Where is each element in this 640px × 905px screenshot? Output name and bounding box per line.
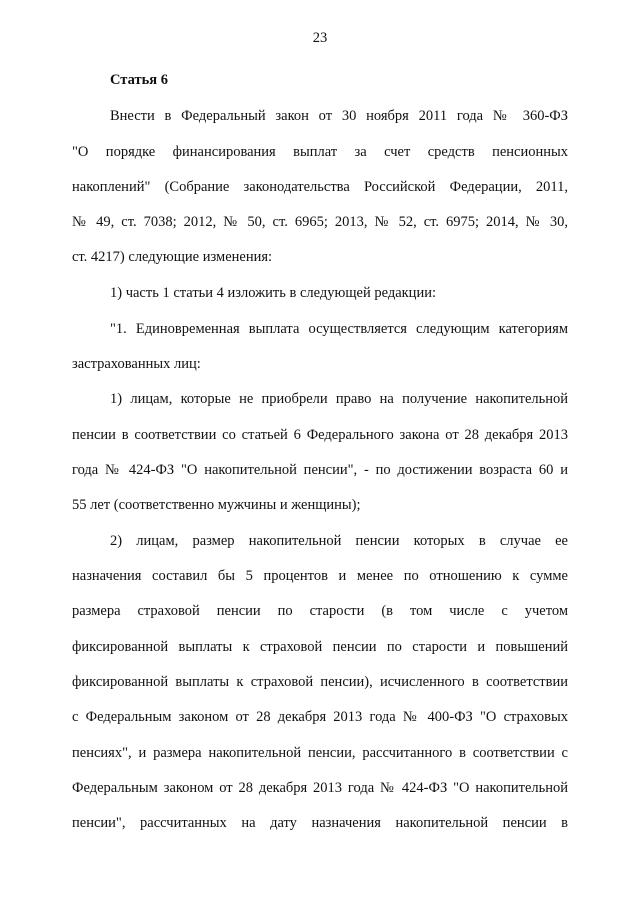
text-line: размера страховой пенсии по старости (в том числе с учетом <box>72 603 568 619</box>
page-number: 23 <box>312 30 328 46</box>
text-line: пенсиях", и размера накопительной пенсии, рассчитанного в соответствии с <box>72 745 568 761</box>
text-line: 55 лет (соответственно мужчины и женщины); <box>72 497 361 513</box>
text-line: назначения составил бы 5 процентов и менее по отношению к сумме <box>72 568 568 584</box>
text-line: фиксированной выплаты к страховой пенсии), исчисленного в соответствии <box>72 674 568 690</box>
text-line: Федеральным законом от 28 декабря 2013 года № 424-ФЗ "О накопительной <box>72 780 568 796</box>
text-line: 1) лицам, которые не приобрели право на получение накопительной <box>110 391 568 407</box>
text-line: года № 424-ФЗ "О накопительной пенсии", - по достижении возраста 60 и <box>72 462 568 478</box>
text-line: № 49, ст. 7038; 2012, № 50, ст. 6965; 2013, № 52, ст. 6975; 2014, № 30, <box>72 214 568 230</box>
text-line: "О порядке финансирования выплат за счет средств пенсионных <box>72 144 568 160</box>
article-heading: Статья 6 <box>110 72 168 88</box>
text-line: Внести в Федеральный закон от 30 ноября 2011 года № 360-ФЗ <box>110 108 568 124</box>
text-line: застрахованных лиц: <box>72 356 201 372</box>
text-line: 1) часть 1 статьи 4 изложить в следующей редакции: <box>110 285 436 301</box>
text-line: "1. Единовременная выплата осуществляется следующим категориям <box>110 321 568 337</box>
text-line: накоплений" (Собрание законодательства Российской Федерации, 2011, <box>72 179 568 195</box>
text-line: 2) лицам, размер накопительной пенсии которых в случае ее <box>110 533 568 549</box>
text-line: ст. 4217) следующие изменения: <box>72 249 273 265</box>
text-line: фиксированной выплаты к страховой пенсии по старости и повышений <box>72 639 568 655</box>
text-line: пенсии в соответствии со статьей 6 Федерального закона от 28 декабря 2013 <box>72 427 568 443</box>
text-line: с Федеральным законом от 28 декабря 2013 года № 400-ФЗ "О страховых <box>72 709 568 725</box>
text-line: пенсии", рассчитанных на дату назначения накопительной пенсии в <box>72 815 568 831</box>
